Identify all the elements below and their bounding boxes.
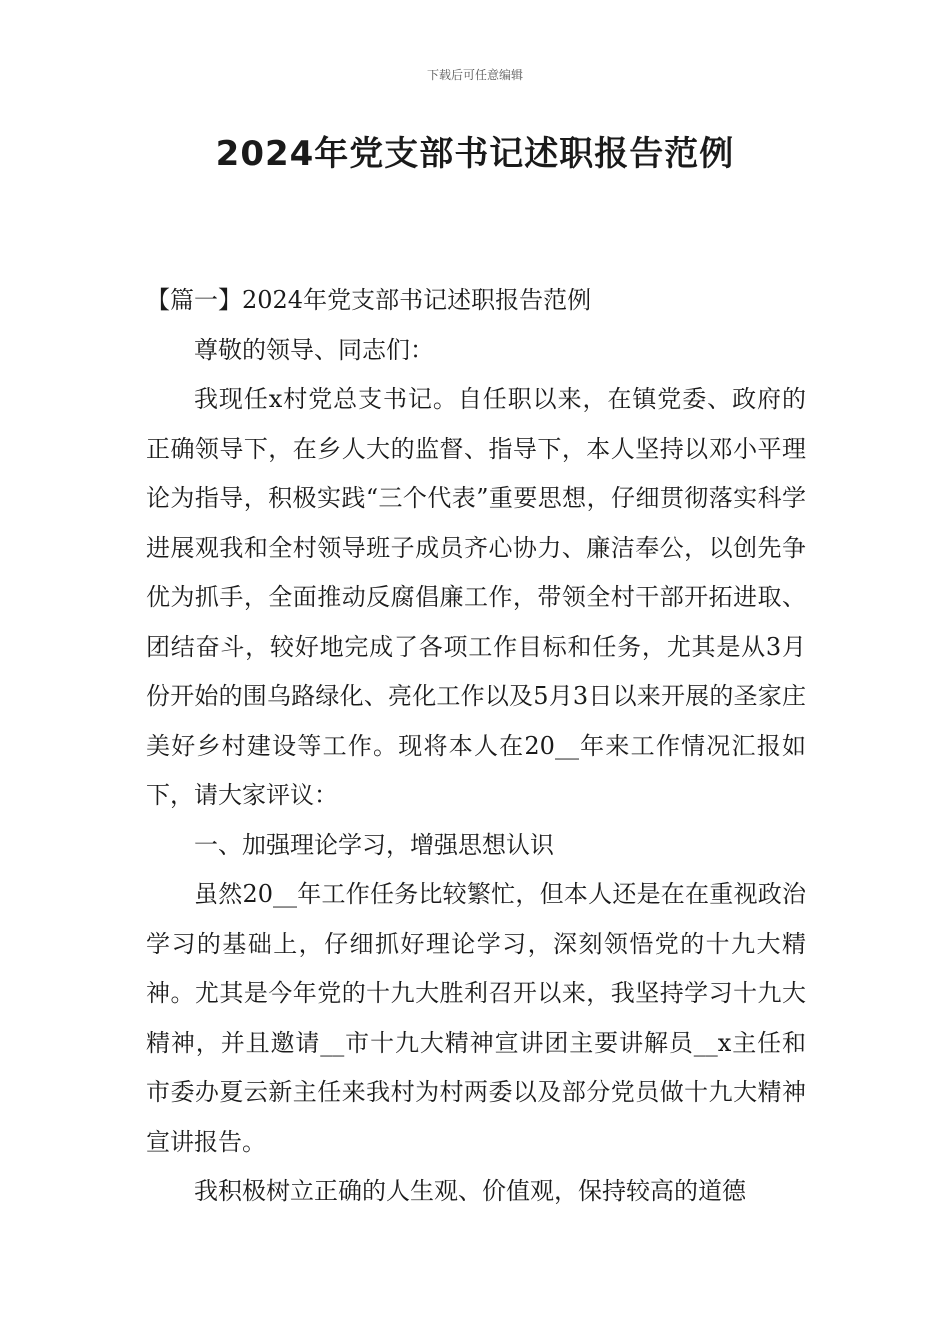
subheading-1: 一、加强理论学习，增强思想认识	[194, 830, 554, 859]
paragraph-values: 我积极树立正确的人生观、价值观，保持较高的道德	[194, 1177, 746, 1205]
document-title: 2024年党支部书记述职报告范例	[215, 134, 735, 174]
paragraph-intro: 我现任x村党总支书记。自任职以来，在镇党委、政府的正确领导下，在乡人大的监督、指导下，本人坚持以邓小平理论为指导，积极实践“三个代表”重要思想，仔细贯彻落实科学进展观我和全村领导班子成员齐心协力、廉洁奉公，以创先争优为抓手，全面推动反腐倡廉工作，带领全村干部开拓进取、团结奋斗，较好地完成了各项工作目标和任务，尤其是从3月份开始的围乌路绿化、亮化工作以及5月3日以来开展的圣家庄美好乡村建设等工作。现将本人在20__年来工作情况汇报如下，请大家评议：	[146, 385, 806, 809]
salutation: 尊敬的领导、同志们：	[194, 335, 434, 364]
section-heading: 【篇一】2024年党支部书记述职报告范例	[146, 286, 592, 314]
document-body	[146, 276, 806, 1217]
paragraph-study: 虽然20__年工作任务比较繁忙，但本人还是在在重视政治学习的基础上，仔细抓好理论学习，深刻领悟党的十九大精神。尤其是今年党的十九大胜利召开以来，我坚持学习十九大精神，并且邀请__市十九大精神宣讲团主要讲解员__x主任和市委办夏云新主任来我村为村两委以及部分党员做十九大精神宣讲报告。	[146, 880, 806, 1156]
header-note: 下载后可任意编辑	[426, 68, 523, 82]
